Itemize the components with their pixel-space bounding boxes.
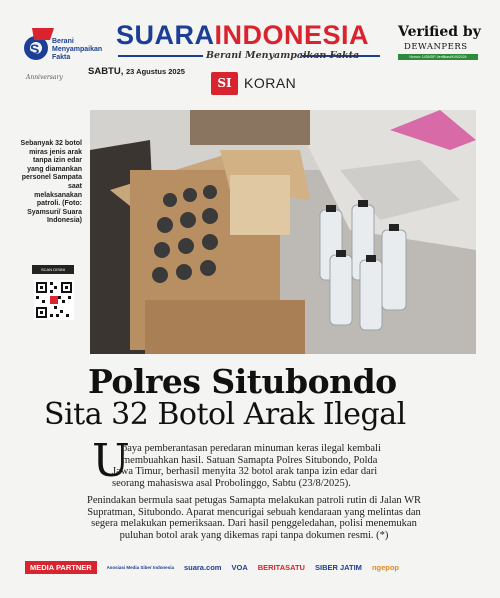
partner-amsi[interactable]: Asosiasi Media Siber Indonesia xyxy=(106,564,174,570)
qr-code-icon[interactable] xyxy=(34,280,74,320)
partner-siberjatim[interactable]: SIBER JATIM xyxy=(314,562,362,572)
photo-caption: Sebanyak 32 botol miras jenis arak tanpa izin edar yang diamankan personel Sampata saat melaksanakan patroli. (Foto: Syamsuri/ Suara Indonesia) xyxy=(20,140,82,225)
article-paragraph-2: Penindakan bermula saat petugas Samapta melakukan patroli rutin di Jalan WR Supratman, Situbondo. Aparat mencurigai sebuah kendaraan yang melintas dan segera melakukan pemeriksaan. Dari hasil penggeledahan, polisi menemukan puluhan botol arak yang dikemas rapi tanpa dokumen resmi. (*) xyxy=(87,495,421,541)
verification-number: Nomor: 1439/DP-Verifikasi/K/III/2024 xyxy=(398,54,478,60)
partner-ngepop[interactable]: ngepop xyxy=(371,562,400,572)
headline-line-2: Sita 32 Botol Arak Ilegal xyxy=(44,397,406,432)
partner-beritasatu[interactable]: BERITASATU xyxy=(257,562,305,572)
drop-cap: U xyxy=(92,434,130,487)
article-photo xyxy=(90,110,476,354)
brand-rule-left xyxy=(118,55,203,57)
anniversary-text: Anniversary xyxy=(26,74,63,81)
headline-line-1: Polres Situbondo xyxy=(88,362,397,401)
article-lead-rest: Jawa Timur, berhasil menyita 32 botol arak tanpa izin edar dari seorang mahasiswa asal Probolinggo, Sabtu (23/8/2025). xyxy=(112,466,378,489)
brand-title: SUARAINDONESIA xyxy=(116,20,370,50)
brand-subtitle: Berani Menyampaikan Fakta xyxy=(206,50,360,61)
logo-letter: S xyxy=(30,41,40,57)
masthead xyxy=(0,0,500,100)
article-lead-lines: paya pemberantasan peredaran minuman keras ilegal kembali membuahkan hasil. Satuan Samapta Polres Situbondo, Polda xyxy=(122,443,381,466)
media-partner-bar xyxy=(25,557,475,577)
verified-label: Verified by xyxy=(398,24,481,40)
section-badge: SI xyxy=(211,72,238,95)
section-name: KORAN xyxy=(244,75,297,91)
issue-date: SABTU, 23 Agustus 2025 xyxy=(88,66,185,77)
partner-suara[interactable]: suara.com xyxy=(183,562,222,572)
scan-label: SCAN DISINI xyxy=(32,265,74,274)
dewan-pers-label: DEWANPERS xyxy=(404,42,468,52)
logo-tagline: Berani Menyampaikan Fakta xyxy=(52,38,103,61)
partner-voa[interactable]: VOA xyxy=(231,562,248,572)
media-partner-label: MEDIA PARTNER xyxy=(25,561,97,574)
